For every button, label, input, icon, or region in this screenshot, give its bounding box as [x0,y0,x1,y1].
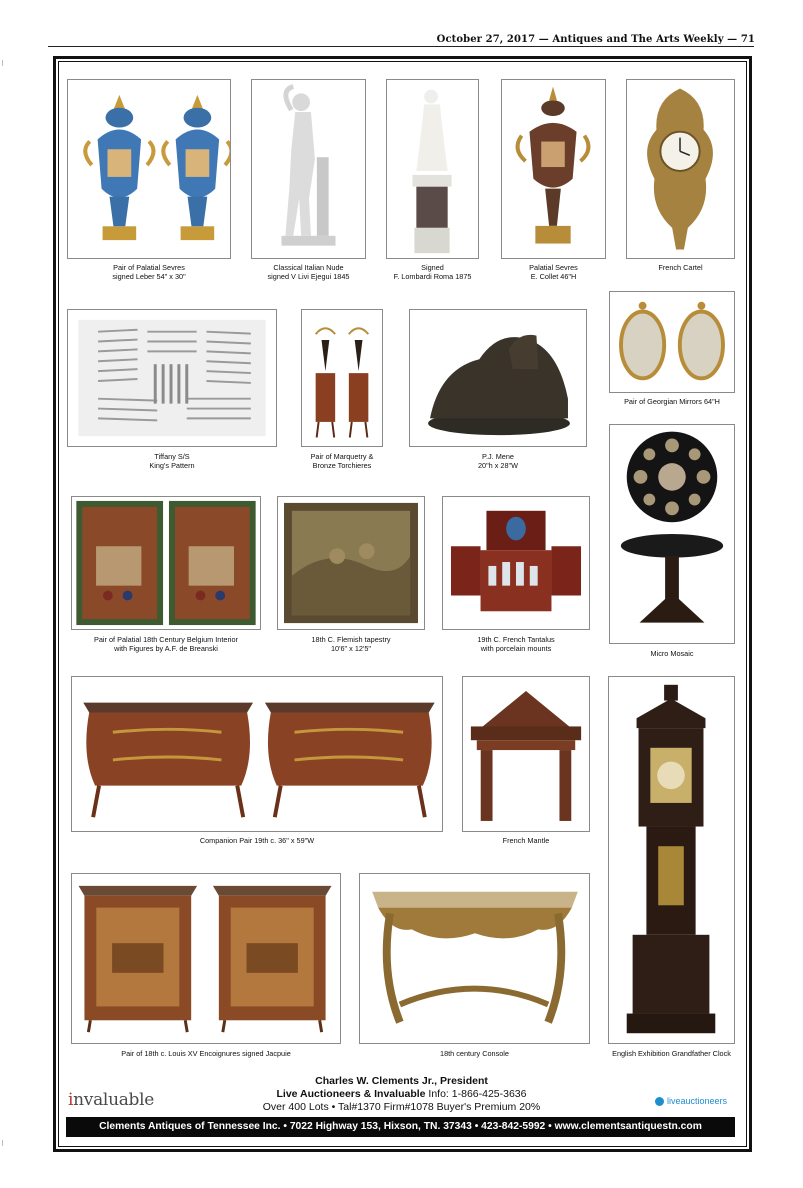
caption-tiffany: Tiffany S/S King's Pattern [149,452,195,470]
margin-mark [2,1140,3,1146]
photo-bronze-hunt-group [409,309,587,447]
margin-mark [2,60,3,66]
footer-info-bold: Live Auctioneers & Invaluable [276,1088,426,1100]
photo-pair-of-sevres-urns [67,79,231,259]
photo-cartel-clock [626,79,735,259]
caption-tantalus: 19th C. French Tantalus with porcelain mounts [477,635,555,653]
caption-flemish-tapestry: 18th C. Flemish tapestry 10'6" x 12'5" [311,635,391,653]
photo-commodes [71,676,443,832]
caption-pair-of-sevres: Pair of Palatial Sevres signed Leber 54" x 30" [112,263,186,281]
contact-bar: Clements Antiques of Tennessee Inc. • 7022 Highway 153, Hixson, TN. 37343 • 423-842-5992 • www.clementsantiquestn.com [66,1117,735,1137]
footer-name: Charles W. Clements Jr., President [315,1075,488,1087]
header-rule [48,46,754,47]
caption-palatial-sevres: Palatial Sevres E. Collet 46"H [529,263,578,281]
caption-micro-mosaic: Micro Mosaic [650,649,694,658]
photo-interior-paintings [71,496,261,630]
invaluable-logo [68,1090,154,1110]
photo-sevres-urn [501,79,606,259]
footer-lots: Over 400 Lots • Tal#1370 Firm#1078 Buyer's Premium 20% [262,1101,541,1113]
caption-console: 18th century Console [440,1049,509,1058]
running-head: October 27, 2017 — Antiques and The Arts Weekly — 71 [436,34,755,45]
photo-flemish-tapestry [277,496,425,630]
photo-marble-statue-on-pedestal [386,79,479,259]
photo-georgian-mirrors [609,291,735,393]
photo-mantle [462,676,590,832]
caption-georgian-mirrors: Pair of Georgian Mirrors 64"H [624,397,720,406]
photo-encoignures [71,873,341,1044]
liveauctioneers-logo-text: liveauctioneers [667,1096,728,1106]
liveauctioneers-logo [655,1096,727,1106]
caption-mene: P.J. Mene 20"h x 28"W [477,452,519,470]
photo-tantalus [442,496,590,630]
footer-info-rest: Info: 1-866-425-3636 [425,1088,527,1100]
invaluable-logo-rest: nvaluable [73,1090,155,1110]
caption-french-mantle: French Mantle [502,836,550,845]
liveauctioneers-dot-icon [655,1097,664,1106]
photo-marble-nude-statue [251,79,366,259]
photo-silver-flatware-set [67,309,277,447]
caption-torchieres: Pair of Marquetry & Bronze Torchieres [310,452,374,470]
caption-commodes: Companion Pair 19th c. 36" x 59"W [199,836,315,845]
caption-signed-lombardi: Signed F. Lombardi Roma 1875 [393,263,472,281]
caption-grandfather-clock: English Exhibition Grandfather Clock [612,1049,731,1058]
photo-grandfather-clock [608,676,735,1044]
invaluable-logo-first-letter: i [68,1090,74,1110]
photo-torchieres [301,309,383,447]
caption-encoignures: Pair of 18th c. Louis XV Encoignures signed Jacpuie [121,1049,291,1058]
caption-classical-italian-nude: Classical Italian Nude signed V Livi Ejegui 1845 [267,263,350,281]
caption-belgium-interior: Pair of Palatial 18th Century Belgium Interior with Figures by A.F. de Breanski [94,635,238,653]
caption-french-cartel: French Cartel [658,263,703,272]
photo-micro-mosaic-table [609,424,735,644]
photo-console-table [359,873,590,1044]
